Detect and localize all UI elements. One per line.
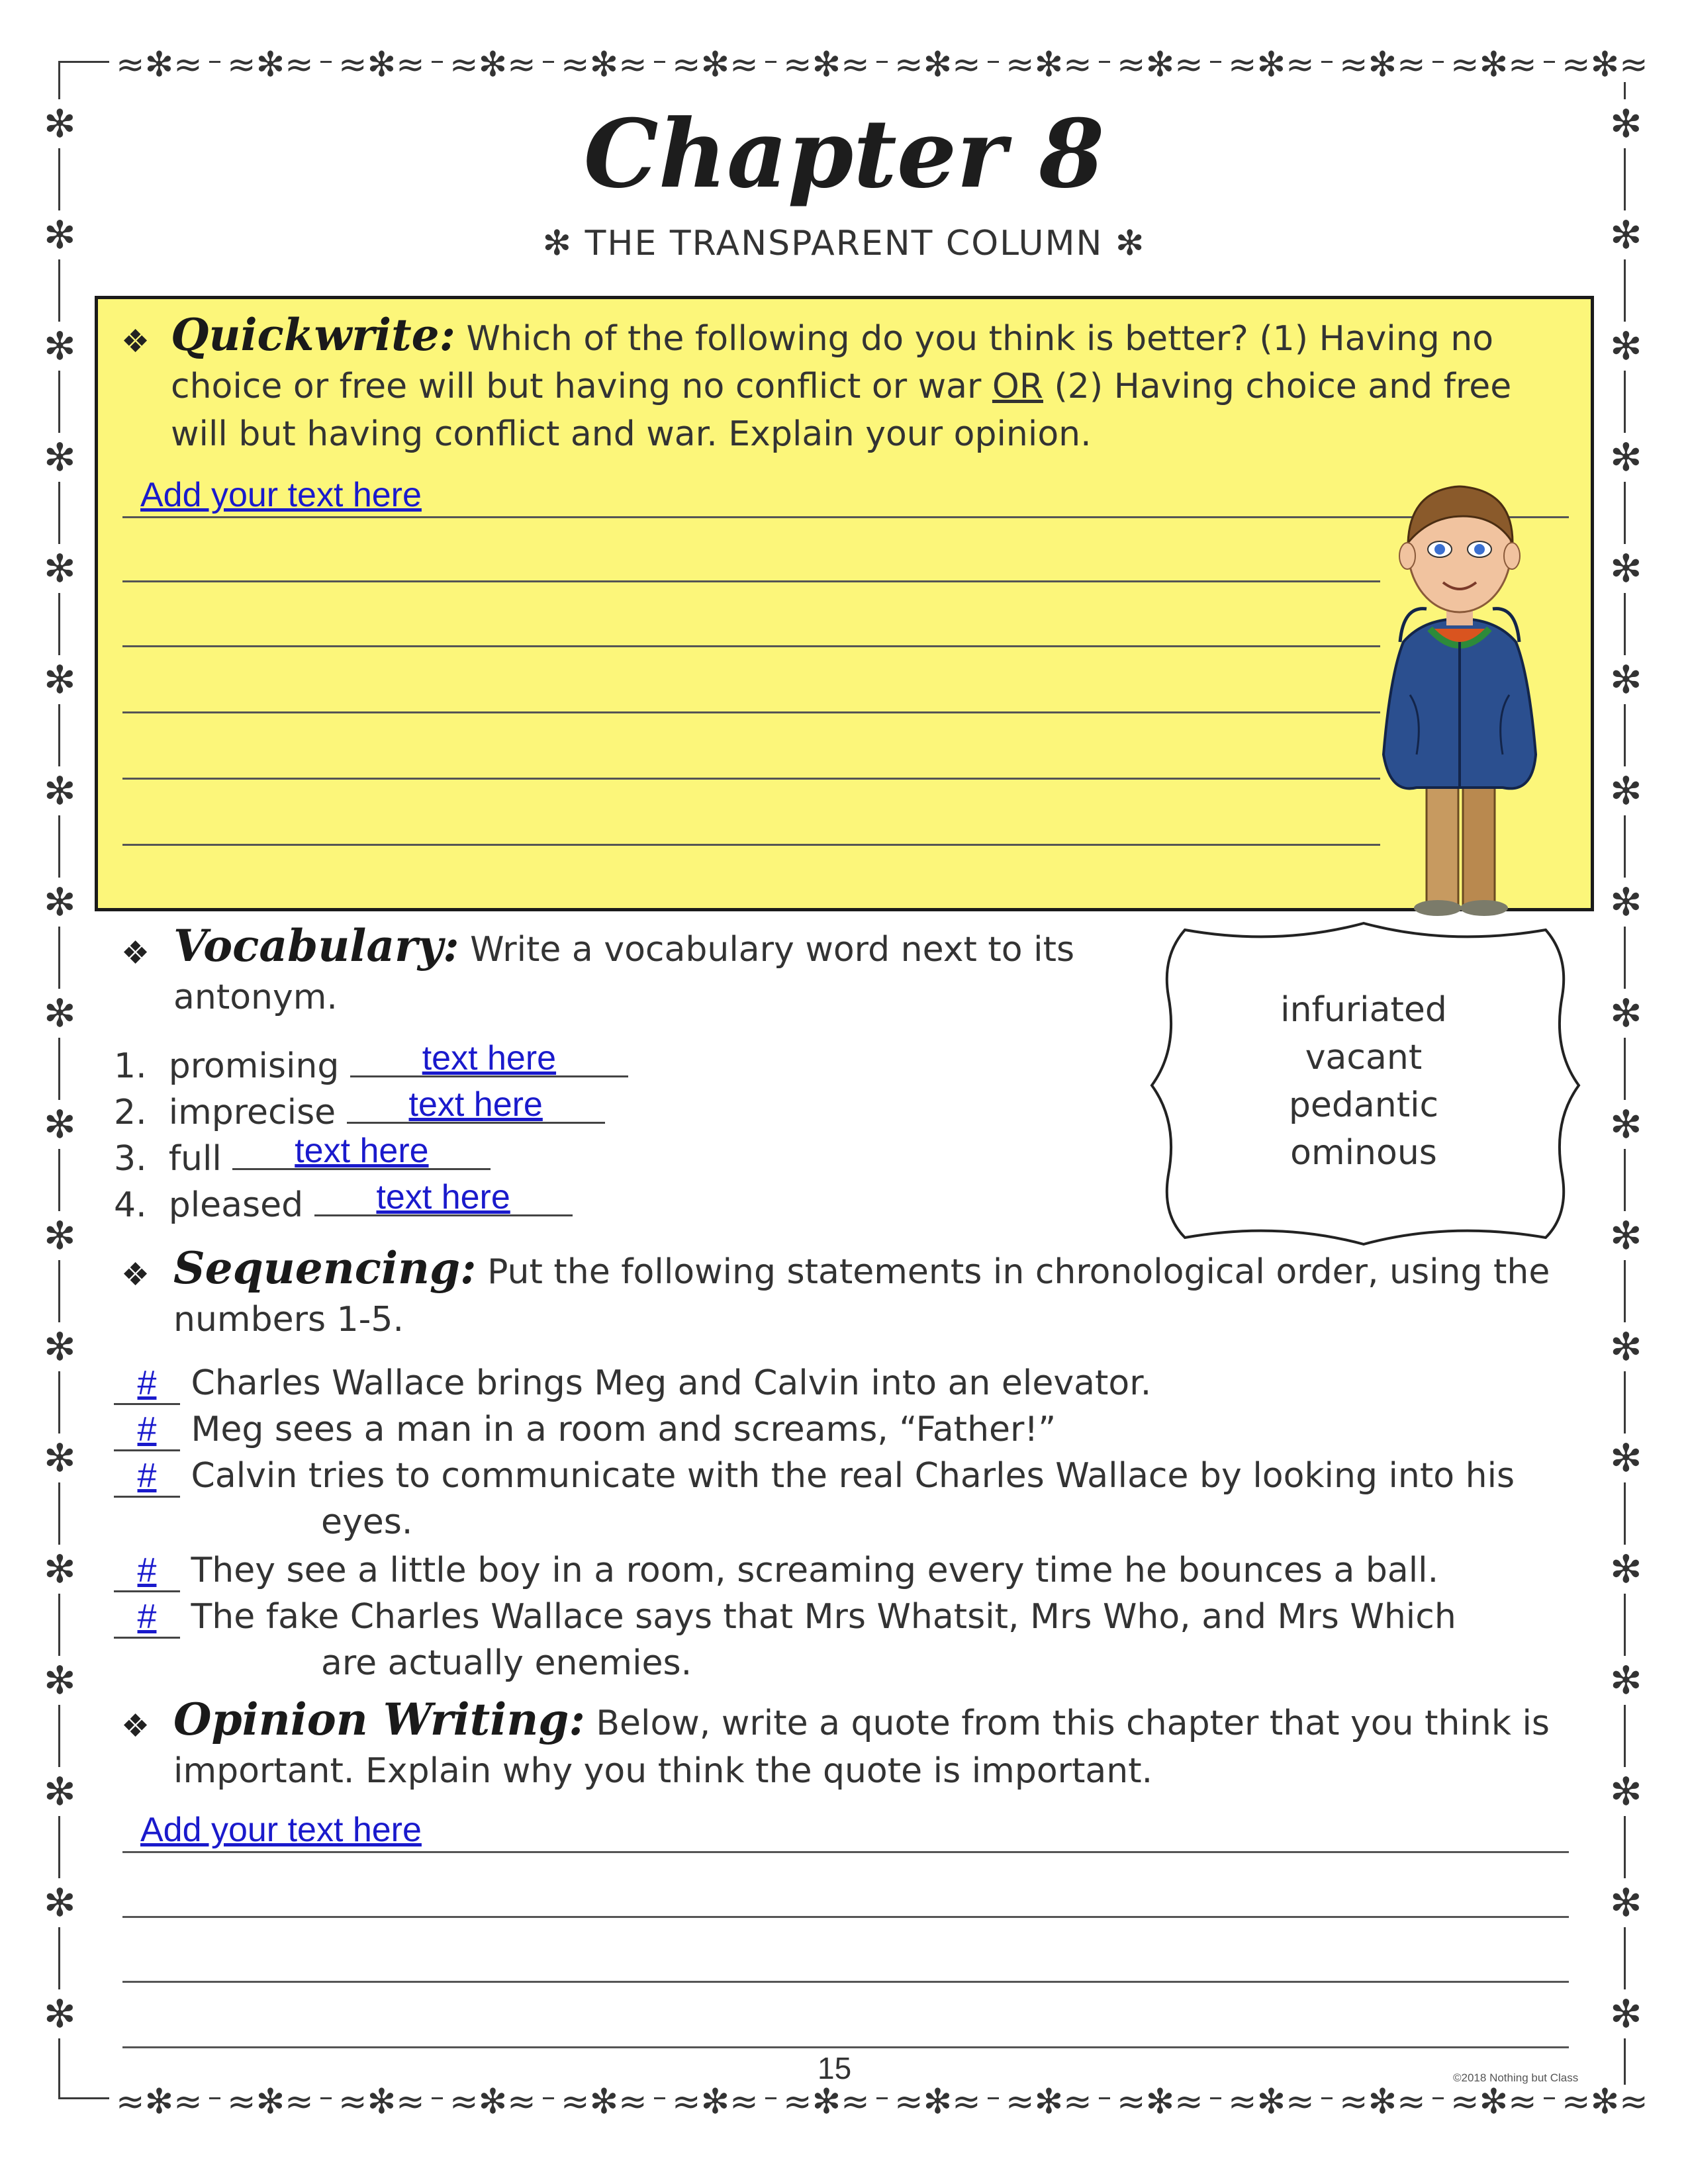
star-ornament-icon: ≈✻≈: [109, 48, 209, 82]
star-ornament-icon: ✻: [44, 1989, 76, 2038]
sequence-number-field[interactable]: #: [114, 1456, 180, 1498]
word-bank-item: vacant: [1305, 1038, 1423, 1077]
sequence-item: [114, 1363, 1151, 1405]
star-ornament-icon: ✻: [44, 210, 76, 259]
vocab-answer-field[interactable]: text here: [232, 1135, 491, 1170]
star-ornament-icon: ≈✻≈: [999, 48, 1099, 82]
star-ornament-icon: ✻: [1610, 210, 1642, 259]
vocab-item: [114, 1085, 605, 1132]
vocab-num: 1.: [114, 1046, 147, 1086]
sequence-item: [114, 1597, 1456, 1639]
star-ornament-icon: ✻: [44, 655, 76, 704]
sequencing-prompt: [173, 1244, 1597, 1343]
answer-line: [122, 2046, 1569, 2048]
sequence-item: [114, 1410, 1056, 1451]
answer-line: [122, 1916, 1569, 1918]
diamond-bullet-icon: ❖: [121, 323, 150, 360]
word-bank-item: ominous: [1290, 1133, 1437, 1173]
boy-illustration: [1364, 477, 1556, 920]
chapter-subtitle: ✻ THE TRANSPARENT COLUMN ✻: [542, 224, 1146, 263]
vocab-num: 4.: [114, 1185, 147, 1225]
star-ornament-icon: ✻: [1610, 1767, 1642, 1816]
star-ornament-icon: ≈✻≈: [999, 2085, 1099, 2119]
quickwrite-prompt: [171, 311, 1574, 458]
sequence-text: The fake Charles Wallace says that Mrs Whatsit, Mrs Who, and Mrs Which: [191, 1597, 1456, 1637]
star-ornament-icon: ✻: [1610, 99, 1642, 148]
star-ornament-icon: ≈✻≈: [1110, 2085, 1210, 2119]
word-bank: [1178, 986, 1549, 1177]
sequence-text: Charles Wallace brings Meg and Calvin into an elevator.: [191, 1363, 1152, 1403]
star-ornament-icon: ≈✻≈: [109, 2085, 209, 2119]
sequence-item-continued: are actually enemies.: [321, 1643, 692, 1683]
quickwrite-line1: Which of the following do you think is better? (1) Having no: [466, 319, 1494, 359]
star-ornament-icon: ≈✻≈: [443, 2085, 543, 2119]
star-ornament-icon: ✻: [44, 1100, 76, 1149]
star-ornament-icon: ≈✻≈: [665, 48, 765, 82]
sequence-item: [114, 1456, 1515, 1498]
sequence-text: They see a little boy in a room, screaming every time he bounces a ball.: [191, 1551, 1439, 1590]
answer-line: [122, 645, 1380, 647]
vocabulary-heading: Vocabulary:: [173, 920, 459, 972]
star-ornament-icon: ≈✻≈: [776, 2085, 876, 2119]
diamond-bullet-icon: ❖: [121, 1707, 150, 1745]
vocabulary-prompt: [173, 922, 1153, 1021]
star-ornament-icon: ✻: [1610, 1433, 1642, 1482]
sequence-text: Calvin tries to communicate with the real Charles Wallace by looking into his: [191, 1456, 1515, 1496]
star-ornament-icon: ≈✻≈: [888, 2085, 988, 2119]
answer-line: [122, 516, 1569, 518]
star-ornament-icon: ✻: [1610, 989, 1642, 1038]
sequence-text: Meg sees a man in a room and screams, “Father!”: [191, 1410, 1056, 1449]
star-ornament-icon: ✻: [1610, 433, 1642, 482]
sequence-number-field[interactable]: #: [114, 1597, 180, 1639]
sequence-number-field[interactable]: #: [114, 1363, 180, 1405]
star-ornament-icon: ✻: [44, 1433, 76, 1482]
quickwrite-line3: will but having conflict and war. Explain your opinion.: [171, 414, 1092, 454]
star-ornament-icon: ✻: [1610, 655, 1642, 704]
vocab-num: 3.: [114, 1139, 147, 1179]
star-ornament-icon: ≈✻≈: [1555, 2085, 1655, 2119]
star-ornament-icon: ✻: [1610, 1322, 1642, 1371]
vocab-answer-field[interactable]: text here: [314, 1181, 573, 1216]
star-ornament-icon: ≈✻≈: [443, 48, 543, 82]
vocabulary-prompt-text: Write a vocabulary word next to its: [470, 930, 1075, 970]
quickwrite-line2b: (2) Having choice and free: [1043, 367, 1512, 406]
answer-line: [122, 1981, 1569, 1983]
star-ornament-icon: ✻: [1610, 878, 1642, 927]
star-ornament-icon: ✻: [44, 322, 76, 371]
page-number: 15: [818, 2051, 852, 2085]
vocab-word: imprecise: [168, 1093, 336, 1132]
answer-line: [122, 1851, 1569, 1853]
star-ornament-icon: ✻: [1610, 1100, 1642, 1149]
star-ornament-icon: ≈✻≈: [1221, 2085, 1321, 2119]
sequence-item-continued: eyes.: [321, 1502, 413, 1542]
sequencing-prompt-text: Put the following statements in chronological order, using the: [487, 1252, 1550, 1292]
star-ornament-icon: ≈✻≈: [1444, 48, 1544, 82]
star-ornament-icon: ≈✻≈: [1333, 48, 1432, 82]
star-ornament-icon: ≈✻≈: [888, 48, 988, 82]
star-ornament-icon: ✻: [44, 433, 76, 482]
star-ornament-icon: ✻: [44, 1767, 76, 1816]
vocab-item: [114, 1039, 628, 1086]
star-ornament-icon: ✻: [1610, 1656, 1642, 1705]
answer-line: [122, 844, 1380, 846]
star-ornament-icon: ≈✻≈: [1110, 48, 1210, 82]
star-ornament-icon: ≈✻≈: [554, 48, 654, 82]
star-ornament-icon: ✻: [1610, 544, 1642, 593]
answer-line: [122, 778, 1380, 780]
star-ornament-icon: ✻: [44, 1322, 76, 1371]
star-ornament-icon: ≈✻≈: [554, 2085, 654, 2119]
vocab-answer-field[interactable]: text here: [347, 1089, 605, 1124]
diamond-bullet-icon: ❖: [121, 1256, 150, 1293]
star-ornament-icon: ≈✻≈: [332, 48, 432, 82]
star-ornament-icon: ≈✻≈: [220, 48, 320, 82]
star-ornament-icon: ✻: [1610, 1989, 1642, 2038]
sequencing-prompt-line2: numbers 1-5.: [173, 1300, 404, 1340]
answer-line: [122, 580, 1380, 582]
opinion-heading: Opinion Writing:: [173, 1694, 585, 1745]
vocabulary-prompt-line2: antonym.: [173, 978, 338, 1017]
sequence-number-field[interactable]: #: [114, 1551, 180, 1592]
star-ornament-icon: ✻: [44, 1878, 76, 1927]
vocab-word: pleased: [168, 1185, 304, 1225]
page-title: Chapter 8: [583, 99, 1105, 209]
vocab-item: [114, 1132, 491, 1179]
vocab-item: [114, 1178, 573, 1225]
answer-line: [122, 711, 1380, 713]
star-ornament-icon: ✻: [44, 1545, 76, 1594]
sequence-item: [114, 1551, 1438, 1592]
vocab-word: full: [168, 1139, 222, 1179]
quickwrite-line2a: choice or free will but having no conflict or war: [171, 367, 992, 406]
word-bank-item: pedantic: [1288, 1085, 1439, 1125]
star-ornament-icon: ✻: [1610, 1878, 1642, 1927]
opinion-answer-field[interactable]: Add your text here: [140, 1811, 422, 1849]
star-ornament-icon: ≈✻≈: [220, 2085, 320, 2119]
vocab-num: 2.: [114, 1093, 147, 1132]
diamond-bullet-icon: ❖: [121, 934, 150, 972]
vocab-word: promising: [168, 1046, 340, 1086]
star-ornament-icon: ✻: [1610, 766, 1642, 815]
star-ornament-icon: ✻: [44, 99, 76, 148]
star-ornament-icon: ≈✻≈: [1555, 48, 1655, 82]
star-ornament-icon: ≈✻≈: [332, 2085, 432, 2119]
star-ornament-icon: ≈✻≈: [1444, 2085, 1544, 2119]
star-ornament-icon: ✻: [1610, 1211, 1642, 1260]
sequencing-heading: Sequencing:: [173, 1242, 477, 1294]
star-ornament-icon: ✻: [44, 989, 76, 1038]
quickwrite-answer-field[interactable]: Add your text here: [140, 476, 422, 514]
star-ornament-icon: ✻: [1610, 1545, 1642, 1594]
star-ornament-icon: ≈✻≈: [1333, 2085, 1432, 2119]
opinion-prompt-line2: important. Explain why you think the quote is important.: [173, 1751, 1153, 1791]
word-bank-item: infuriated: [1280, 990, 1447, 1030]
opinion-prompt-text: Below, write a quote from this chapter that you think is: [596, 1704, 1550, 1743]
opinion-prompt: [173, 1696, 1597, 1795]
copyright-text: ©2018 Nothing but Class: [1453, 2071, 1579, 2084]
quickwrite-or: OR: [992, 367, 1043, 406]
star-ornament-icon: ✻: [44, 766, 76, 815]
star-ornament-icon: ✻: [44, 544, 76, 593]
star-ornament-icon: ✻: [44, 878, 76, 927]
sequence-number-field[interactable]: #: [114, 1410, 180, 1451]
star-ornament-icon: ≈✻≈: [776, 48, 876, 82]
star-ornament-icon: ✻: [44, 1211, 76, 1260]
star-ornament-icon: ≈✻≈: [665, 2085, 765, 2119]
star-ornament-icon: ✻: [1610, 322, 1642, 371]
vocab-answer-field[interactable]: text here: [350, 1042, 628, 1077]
star-ornament-icon: ≈✻≈: [1221, 48, 1321, 82]
star-ornament-icon: ✻: [44, 1656, 76, 1705]
quickwrite-heading: Quickwrite:: [171, 309, 455, 361]
